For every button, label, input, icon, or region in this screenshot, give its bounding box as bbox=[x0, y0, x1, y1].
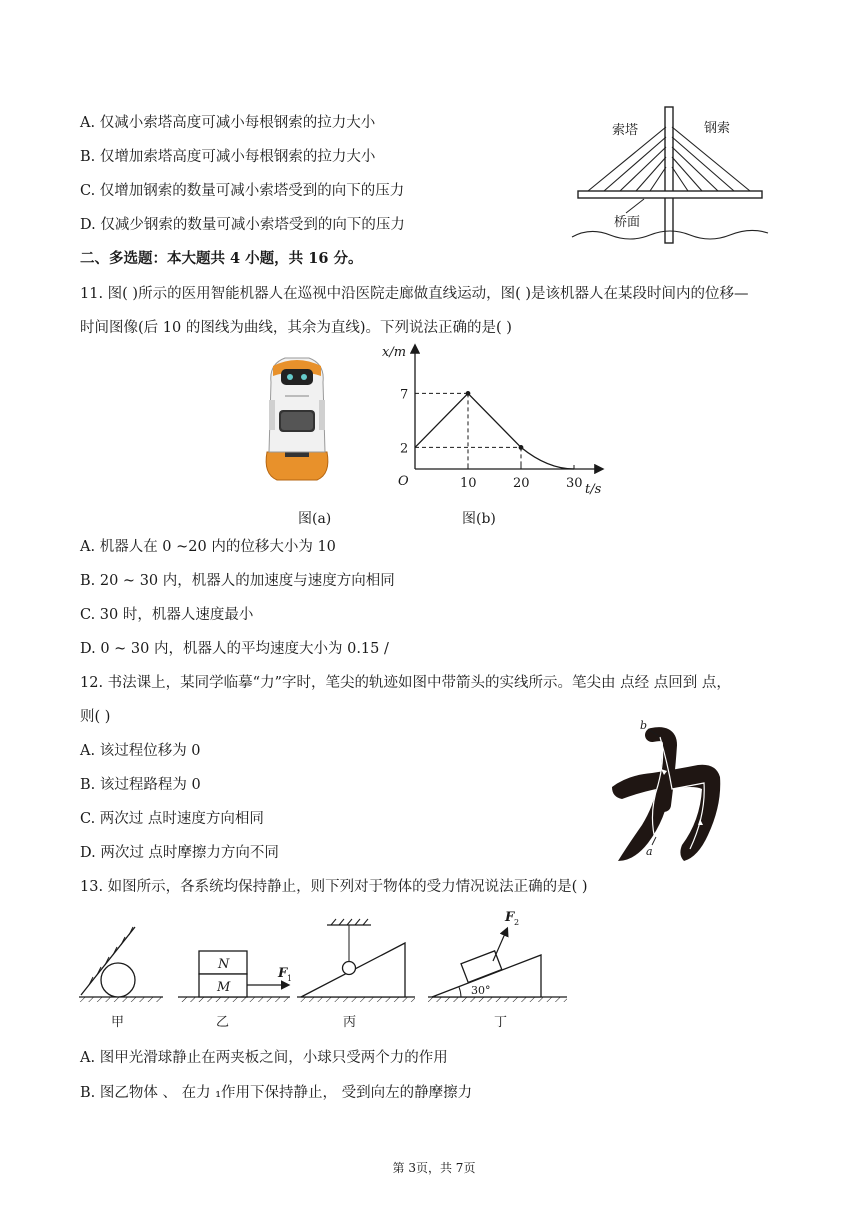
force-f2-label: F bbox=[505, 910, 515, 925]
data-point-1 bbox=[519, 445, 524, 450]
data-point-0 bbox=[466, 391, 471, 396]
x-axis-label: t/s bbox=[585, 482, 602, 497]
y-tick-label-0: 2 bbox=[400, 441, 409, 457]
origin-label: O bbox=[398, 474, 409, 489]
cable-bridge-figure bbox=[570, 105, 770, 250]
q10-option-b: B. 仅增加索塔高度可减小每根钢索的拉力大小 bbox=[80, 149, 376, 165]
x-tick-label-0: 10 bbox=[460, 476, 477, 491]
calligraphy-li-figure bbox=[608, 715, 733, 865]
q11-stem-line1: 11. 图( )所示的医用智能机器人在巡视中沿医院走廊做直线运动，图( )是该机器人在某段时间内的位移— bbox=[80, 286, 749, 302]
q12-option-a: A. 该过程位移为 0 bbox=[80, 743, 201, 759]
q11-option-d: D. 0 ~ 30 内，机器人的平均速度大小为 0.15 / bbox=[80, 641, 389, 657]
deck-label: 桥面 bbox=[614, 215, 641, 230]
xt-graph bbox=[380, 338, 620, 503]
point-b-label: b bbox=[640, 719, 648, 732]
figure-bing bbox=[297, 919, 415, 1030]
angle-label: 30° bbox=[471, 984, 491, 997]
q13-stem: 13. 如图所示，各系统均保持静止，则下列对于物体的受力情况说法正确的是( ) bbox=[80, 879, 588, 895]
q11-option-b: B. 20 ~ 30 内，机器人的加速度与速度方向相同 bbox=[80, 573, 395, 589]
q12-option-c: C. 两次过 点时速度方向相同 bbox=[80, 811, 264, 827]
q13-option-a: A. 图甲光滑球静止在两夹板之间，小球只受两个力的作用 bbox=[80, 1050, 448, 1066]
fig-yi-label: 乙 bbox=[216, 1015, 230, 1030]
force-f1-label: F bbox=[278, 966, 288, 981]
force-f1-subscript: 1 bbox=[287, 974, 293, 983]
q11-option-a: A. 机器人在 0 ~20 内的位移大小为 10 bbox=[80, 539, 336, 555]
q12-stem-line1: 12. 书法课上，某同学临摹“力”字时，笔尖的轨迹如图中带箭头的实线所示。笔尖由 点经 点回到 点， bbox=[80, 675, 731, 691]
fig-a-caption: 图(a) bbox=[298, 511, 332, 527]
fig-jia-label: 甲 bbox=[111, 1015, 125, 1030]
fig-bing-label: 丙 bbox=[343, 1015, 357, 1030]
fig-b-caption: 图(b) bbox=[462, 511, 496, 527]
q10-option-c: C. 仅增加钢索的数量可减小索塔受到的向下的压力 bbox=[80, 183, 405, 199]
fig-ding-label: 丁 bbox=[494, 1015, 508, 1030]
q10-option-a: A. 仅减小索塔高度可减小每根钢索的拉力大小 bbox=[80, 115, 376, 131]
robot-image bbox=[255, 352, 337, 484]
block-n-label: N bbox=[218, 957, 230, 972]
block-m-label: M bbox=[217, 980, 231, 995]
figure-jia bbox=[79, 927, 163, 1030]
q12-stem-line2: 则( ) bbox=[80, 709, 111, 725]
q13-option-b: B. 图乙物体 、 在力 ₁作用下保持静止， 受到向左的静摩擦力 bbox=[80, 1085, 473, 1101]
section-heading: 二、多选题：本大题共 4 小题，共 16 分。 bbox=[80, 250, 363, 267]
q13-figures bbox=[75, 905, 575, 1035]
figure-ding bbox=[428, 910, 567, 1030]
force-f2-subscript: 2 bbox=[514, 918, 520, 927]
x-tick-label-1: 20 bbox=[513, 476, 530, 491]
q12-option-b: B. 该过程路程为 0 bbox=[80, 777, 201, 793]
q11-stem-line2: 时间图像(后 10 的图线为曲线，其余为直线)。下列说法正确的是( ) bbox=[80, 320, 512, 336]
y-axis-label: x/m bbox=[382, 345, 407, 360]
point-a-label: a bbox=[646, 845, 653, 858]
y-tick-label-1: 7 bbox=[400, 387, 409, 403]
q11-option-c: C. 30 时，机器人速度最小 bbox=[80, 607, 254, 623]
page-footer: 第 3页，共 7页 bbox=[392, 1161, 476, 1175]
figure-yi bbox=[178, 951, 292, 1030]
tower-label: 索塔 bbox=[612, 123, 639, 138]
xt-series-line bbox=[415, 393, 574, 469]
x-tick-label-2: 30 bbox=[566, 476, 583, 491]
q10-option-d: D. 仅减少钢索的数量可减小索塔受到的向下的压力 bbox=[80, 217, 405, 233]
q12-option-d: D. 两次过 点时摩擦力方向不同 bbox=[80, 845, 279, 861]
cable-label: 钢索 bbox=[704, 121, 731, 136]
